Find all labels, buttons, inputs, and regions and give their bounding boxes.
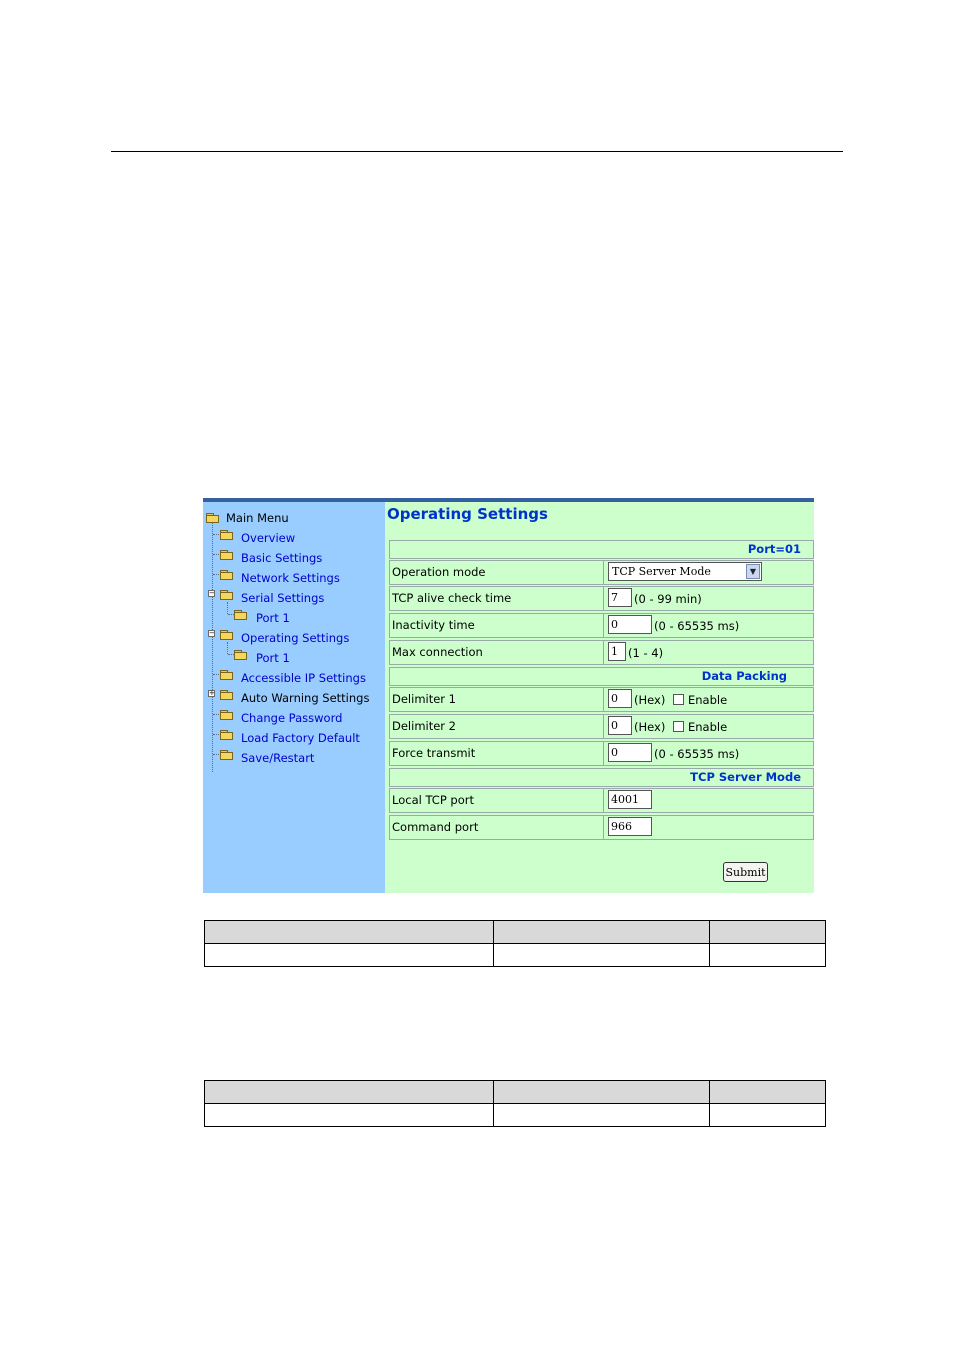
force-transmit-input[interactable]: 0 [608, 743, 652, 762]
collapse-icon[interactable]: − [209, 629, 215, 637]
main-menu-tree [203, 502, 385, 893]
tcp-alive-row [389, 586, 814, 611]
folder-open-icon [206, 513, 220, 523]
delimiter1-enable-checkbox[interactable] [673, 694, 684, 705]
folder-icon [220, 750, 234, 760]
tcp-server-header: TCP Server Mode [690, 770, 801, 784]
web-console-screenshot [203, 498, 814, 893]
submit-button[interactable]: Submit [723, 862, 768, 882]
menu-item-operating-settings[interactable]: Operating Settings [241, 631, 350, 645]
delimiter1-hint: (Hex) [634, 693, 666, 707]
delimiter2-enable-checkbox[interactable] [673, 721, 684, 732]
page-title: Operating Settings [387, 505, 548, 523]
delimiter2-hint: (Hex) [634, 720, 666, 734]
tcp-alive-hint: (0 - 99 min) [634, 592, 702, 606]
doc-table-2 [204, 1080, 826, 1127]
folder-icon [220, 530, 234, 540]
tree-line [227, 642, 228, 654]
operating-settings-panel [386, 502, 814, 893]
max-connection-input[interactable]: 1 [608, 642, 626, 661]
tcp-alive-input[interactable]: 7 [608, 588, 632, 607]
folder-icon [234, 610, 248, 620]
folder-icon [220, 570, 234, 580]
folder-icon [220, 670, 234, 680]
inactivity-input[interactable]: 0 [608, 615, 652, 634]
tcp-alive-label: TCP alive check time [390, 587, 604, 610]
folder-icon [234, 650, 248, 660]
data-packing-header: Data Packing [701, 669, 787, 683]
port-header-row [389, 540, 814, 559]
delimiter2-input[interactable]: 0 [608, 716, 632, 735]
menu-item-save-restart[interactable]: Save/Restart [241, 751, 315, 765]
operation-mode-value: TCP Server Mode [612, 565, 711, 578]
menu-item-network-settings[interactable]: Network Settings [241, 571, 340, 585]
command-port-row [389, 815, 814, 840]
folder-icon [220, 710, 234, 720]
delimiter1-enable-label: Enable [688, 693, 728, 707]
menu-item-overview[interactable]: Overview [241, 531, 296, 545]
folder-icon [220, 730, 234, 740]
local-tcp-port-row [389, 788, 814, 813]
folder-icon [220, 690, 234, 700]
delimiter1-label: Delimiter 1 [390, 688, 604, 711]
menu-item-accessible-ip-settings[interactable]: Accessible IP Settings [241, 671, 366, 685]
menu-item-serial-settings[interactable]: Serial Settings [241, 591, 325, 605]
delimiter2-label: Delimiter 2 [390, 715, 604, 738]
operation-mode-select[interactable] [608, 562, 762, 581]
menu-item-main-menu[interactable]: Main Menu [226, 511, 289, 525]
dropdown-arrow-icon[interactable]: ▼ [746, 564, 760, 579]
page-top-rule [111, 151, 843, 152]
force-transmit-hint: (0 - 65535 ms) [654, 747, 740, 761]
command-port-input[interactable]: 966 [608, 817, 652, 836]
force-transmit-label: Force transmit [390, 742, 604, 765]
tcp-server-header-row [389, 768, 814, 787]
menu-item-change-password[interactable]: Change Password [241, 711, 343, 725]
data-packing-header-row [389, 667, 814, 686]
max-connection-hint: (1 - 4) [628, 646, 664, 660]
max-connection-row [389, 640, 814, 665]
expand-icon[interactable]: + [209, 689, 215, 697]
inactivity-hint: (0 - 65535 ms) [654, 619, 740, 633]
delimiter2-row [389, 714, 814, 739]
inactivity-label: Inactivity time [390, 614, 604, 637]
collapse-icon[interactable]: − [209, 589, 215, 597]
inactivity-row [389, 613, 814, 638]
force-transmit-row [389, 741, 814, 766]
menu-item-operating-port-1[interactable]: Port 1 [256, 651, 290, 665]
tree-line [227, 602, 228, 614]
local-tcp-port-input[interactable]: 4001 [608, 790, 652, 809]
delimiter1-row [389, 687, 814, 712]
operation-mode-row [389, 560, 814, 585]
doc-table-1 [204, 920, 826, 967]
menu-item-basic-settings[interactable]: Basic Settings [241, 551, 323, 565]
local-tcp-port-label: Local TCP port [390, 789, 604, 812]
delimiter2-enable-label: Enable [688, 720, 728, 734]
menu-item-serial-port-1[interactable]: Port 1 [256, 611, 290, 625]
delimiter1-input[interactable]: 0 [608, 689, 632, 708]
folder-open-icon [220, 590, 234, 600]
command-port-label: Command port [390, 816, 604, 839]
folder-open-icon [220, 630, 234, 640]
operation-mode-label: Operation mode [390, 561, 604, 584]
max-connection-label: Max connection [390, 641, 604, 664]
menu-item-load-factory-default[interactable]: Load Factory Default [241, 731, 360, 745]
menu-item-auto-warning-settings[interactable]: Auto Warning Settings [241, 691, 370, 705]
folder-icon [220, 550, 234, 560]
port-header: Port=01 [747, 542, 801, 556]
